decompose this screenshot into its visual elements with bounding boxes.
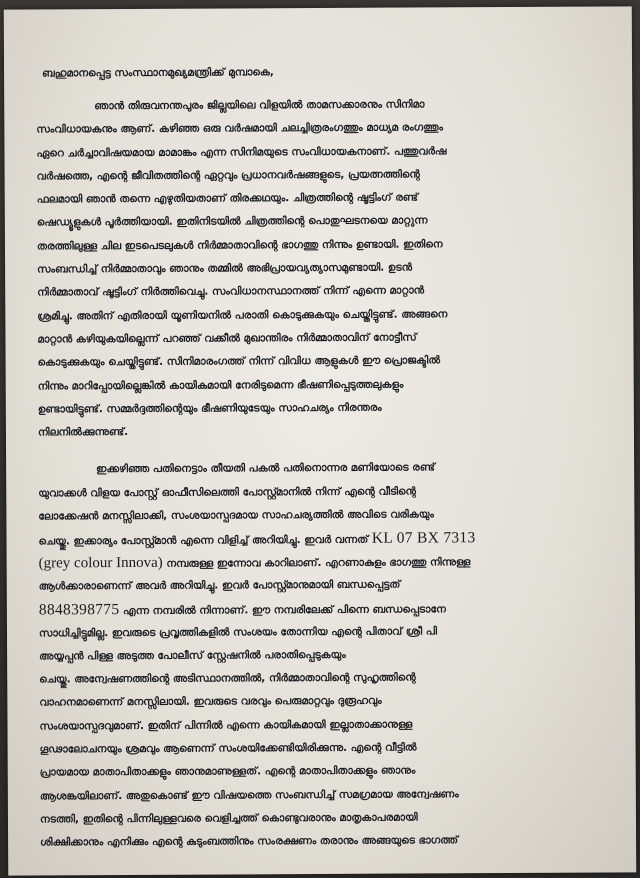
- text-line: സാധിച്ചിട്ടുമില്ല. ഇവരുടെ പ്രവൃത്തികളിൽ സംശയം തോന്നിയ എന്റെ പിതാവ് ശ്രീ പി: [38, 624, 438, 640]
- text-line: ആശങ്കയിലാണ്. അതുകൊണ്ട് ഈ വിഷയത്തെ സംബന്ധിച്ച് സമഗ്രമായ അന്വേഷണം: [39, 787, 459, 803]
- letter-page: [4, 6, 637, 875]
- text-line: യുവാക്കൾ വിളയ പോസ്റ്റ് ഓഫീസിലെത്തി പോസ്റ്റ്മാനിൽ നിന്ന് എന്റെ വീടിന്റെ: [38, 485, 417, 500]
- text-line: നിർമ്മാതാവ് ഷൂട്ടിംഗ് നിർത്തിവെച്ചു. സംവിധാനസ്ഥാനത്ത് നിന്ന് എന്നെ മാറ്റാൻ: [37, 284, 425, 299]
- text-line: ഞാൻ തിരുവനന്തപുരം ജില്ലയിലെ വിളയിൽ താമസക്കാരനും സിനിമാ: [94, 98, 425, 113]
- text-line: കൊടുക്കുകയും ചെയ്തിട്ടുണ്ട്. സിനിമാരംഗത്ത് നിന്ന് വിവിധ ആളുകൾ ഈ പ്രൊജക്ടിൽ: [37, 354, 441, 369]
- paragraph-1: [36, 93, 604, 445]
- text-line: ശ്രമിച്ചു. അതിന് എതിരായി യൂണിയനിൽ പരാതി കൊടുക്കുകയും ചെയ്തിട്ടുണ്ട്. അങ്ങനെ: [37, 308, 448, 323]
- text-line: [39, 549, 605, 575]
- text-line: വാഹനമാണെന്ന് മനസ്സിലായി. ഇവരുടെ വരവും പെരുമാറ്റവും ദുരൂഹവും: [39, 695, 382, 709]
- text-line: വർഷത്തെ, എന്റെ ജീവിതത്തിന്റെ ഏറ്റവും പ്രധാനവർഷങ്ങളുടെ, പ്രയത്നത്തിന്റെ: [36, 168, 420, 183]
- text-line: ഇക്കഴിഞ്ഞ പതിനെട്ടാം തീയതി പകൽ പതിനൊന്നര മണിയോടെ രണ്ട്: [96, 461, 435, 476]
- text-segment: ചെയ്തു. ഇക്കാര്യം പോസ്റ്റ്മാൻ എന്നെ വിളിച്ച് അറിയിച്ചു. ഇവർ വന്നത്: [38, 534, 372, 548]
- vehicle-description: (grey colour Innova): [38, 554, 163, 572]
- text-line: തരത്തിലുള്ള ചില ഇടപെടലുകൾ നിർമ്മാതാവിന്റെ ഭാഗത്തു നിന്നും ഉണ്ടായി. ഇതിനെ: [36, 238, 443, 253]
- text-line: ഏറെ ചർച്ചാവിഷയമായ മാമാങ്കം എന്ന സിനിമയുടെ സംവിധായകനാണ്. പത്തുവർഷ: [36, 144, 447, 160]
- salutation: ബഹുമാനപ്പെട്ട സംസ്ഥാനമുഖ്യമന്ത്രിക്ക് മുമ്പാകെ,: [42, 66, 274, 80]
- text-line: സംശയാസ്പദവുമാണ്. ഇതിന് പിന്നിൽ എന്നെ കായികമായി ഇല്ലാതാക്കാനുള്ള: [39, 718, 413, 733]
- text-line: ലോക്കേഷൻ മനസ്സിലാക്കി, സംശയാസ്പദമായ സാഹചര്യത്തിൽ അവിടെ വരികയും: [38, 508, 434, 523]
- text-line: നടത്തി, ഇതിന്റെ പിന്നിലുള്ളവരെ വെളിച്ചത്ത് കൊണ്ടുവരാനും മാതൃകാപരമായി: [39, 811, 418, 826]
- text-line: അയ്യപ്പൻ പിള്ള അടുത്ത പോലീസ് സ്റ്റേഷനിൽ പരാതിപ്പെടുകയും: [39, 648, 346, 663]
- text-line: ചെയ്തു. അന്വേഷണത്തിന്റെ അടിസ്ഥാനത്തിൽ, നിർമ്മാതാവിന്റെ സുഹൃത്തിന്റെ: [39, 671, 416, 686]
- letter-body: [36, 63, 606, 869]
- text-line: മാറ്റാൻ കഴിയുകയില്ലെന്ന് പറഞ്ഞ് വക്കീൽ മുഖാന്തിരം നിർമ്മാതാവിന് നോട്ടീസ്: [37, 331, 417, 346]
- text-segment: നമ്പരുള്ള ഇന്നോവ കാറിലാണ്. എറണാകുളം ഭാഗത്തു നിന്നുള്ള: [162, 555, 471, 570]
- text-line: നിലനിൽക്കുന്നുണ്ട്.: [37, 426, 129, 439]
- text-segment: എന്ന നമ്പരിൽ നിന്നാണ്. ഈ നമ്പരിലേക്ക് പിന്നെ ബന്ധപ്പെടാനേ: [119, 603, 446, 618]
- text-line: ഗൂഢാലോചനയും ശ്രമവും ആണെന്ന് സംശയിക്കേണ്ടിയിരിക്കുന്നു. എന്റെ വീട്ടിൽ: [39, 741, 417, 756]
- text-line: ശിക്ഷിക്കാനും എനിക്കും എന്റെ കുടുംബത്തിനും സംരക്ഷണം തരാനും അങ്ങയുടെ ഭാഗത്ത്: [40, 834, 459, 849]
- paragraph-2: [38, 456, 606, 855]
- text-line: ആൾക്കാരാണെന്ന് അവർ അറിയിച്ചു. ഇവർ പോസ്റ്റ്മാനുമായി ബന്ധപ്പെട്ടത്: [38, 578, 401, 593]
- text-line: ഉണ്ടായിട്ടുണ്ട്. സമ്മർദ്ദത്തിന്റെയും ഭീഷണിയുടേയും സാഹചര്യം നിരന്തരം: [37, 401, 382, 416]
- text-line: ഷെഡ്യൂളുകൾ പൂർത്തിയായി. ഇതിനിടയിൽ ചിത്രത്തിന്റെ പൊതുഘടനയെ മാറ്റുന്ന: [36, 214, 428, 229]
- text-line: നിന്നും മാറിപ്പോയില്ലെങ്കിൽ കായികമായി നേരിടുമെന്ന ഭീഷണിപ്പെടുത്തലുകളും: [37, 378, 404, 393]
- text-line: പ്രായമായ മാതാപിതാക്കളും ഞാനുമാണുള്ളത്. എന്റെ മാതാപിതാക്കളും ഞാനും: [39, 764, 416, 779]
- text-line: സംവിധായകനും ആണ്. കഴിഞ്ഞ ഒരു വർഷമായി ചലച്ചിത്രരംഗത്തും മാധ്യമ രംഗത്തും: [36, 121, 443, 136]
- phone-number: 8848398775: [38, 601, 120, 619]
- text-line: [39, 596, 605, 622]
- text-line: സംബന്ധിച്ച് നിർമ്മാതാവും ഞാനും തമ്മിൽ അഭിപ്രായവ്യത്യാസമുണ്ടായി. ഉടൻ: [37, 261, 413, 276]
- text-line: [38, 526, 604, 552]
- text-line: ഫലമായി ഞാൻ തന്നെ എഴുതിയതാണ് തിരക്കഥയും. ചിത്രത്തിന്റെ ഷൂട്ടിംഗ് രണ്ട്: [36, 191, 418, 206]
- vehicle-number: KL 07 BX 7313: [371, 529, 476, 548]
